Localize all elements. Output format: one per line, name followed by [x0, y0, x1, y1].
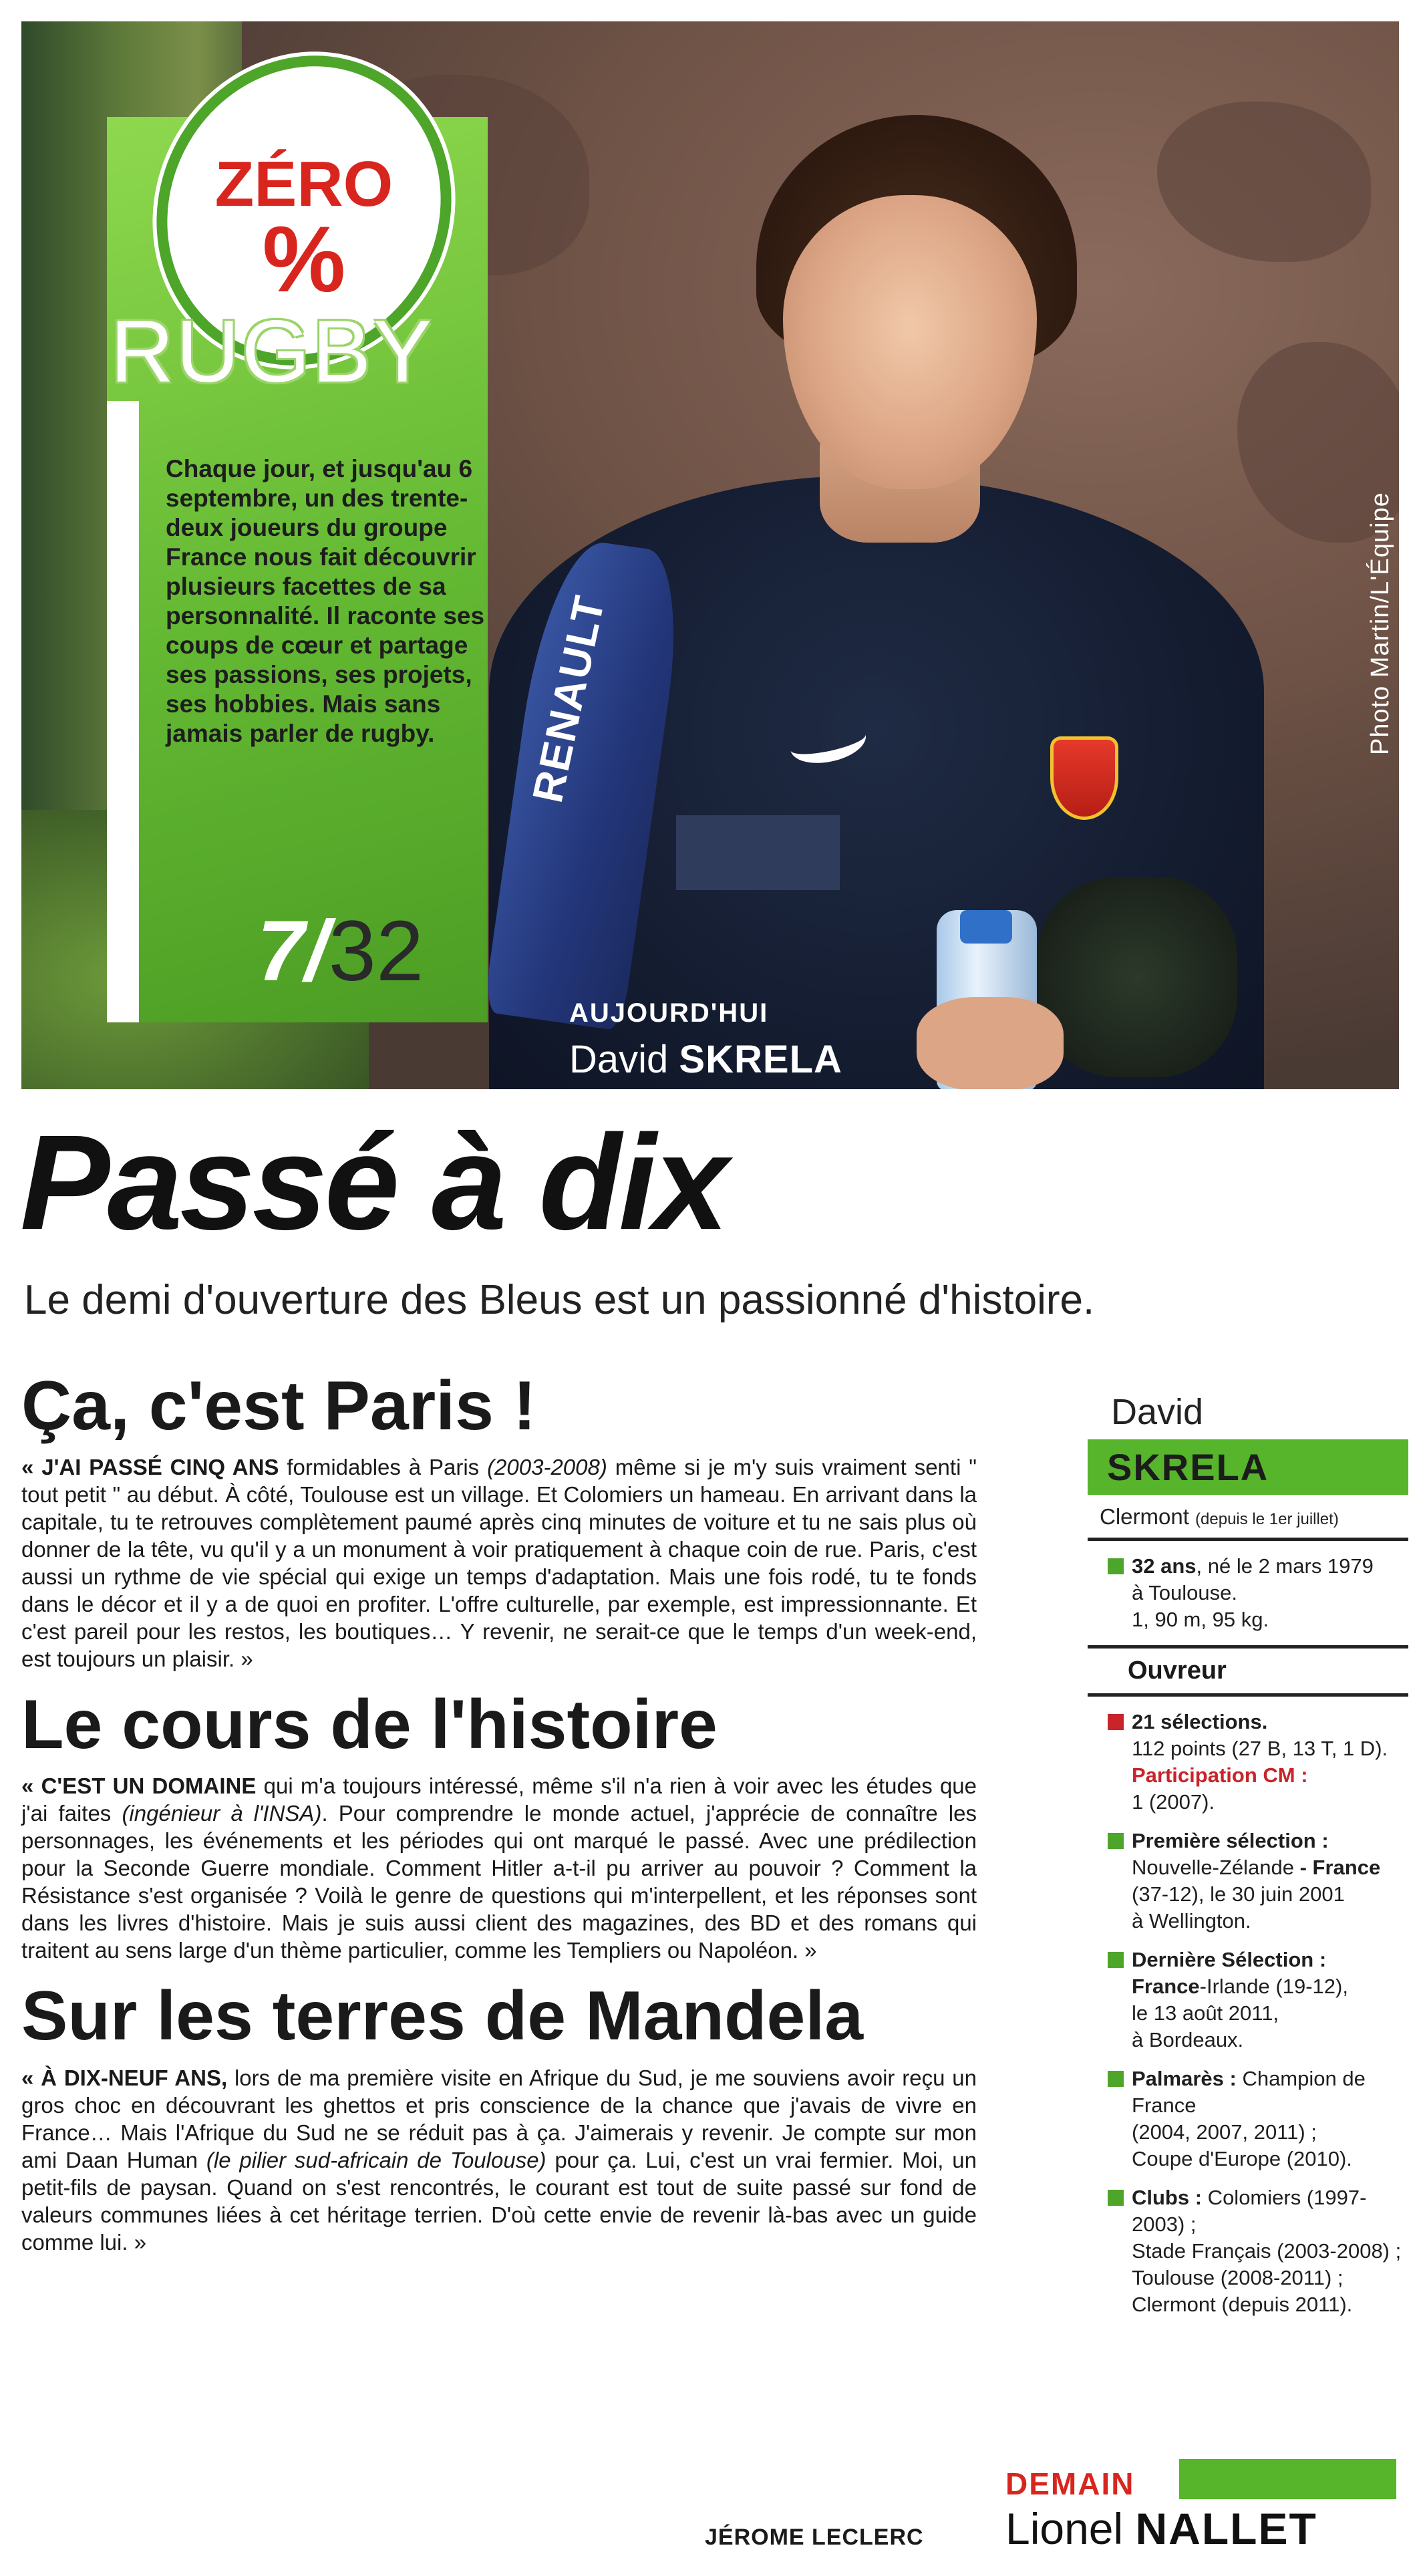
rooster-crest-icon — [1050, 736, 1118, 820]
honours-line: Coupe d'Europe (2010). — [1132, 2147, 1352, 2170]
tomorrow-accent-bar — [1179, 2459, 1396, 2499]
photo-credit: Photo Martin/L'Équipe — [1366, 492, 1394, 755]
first-cap-separator: - — [1293, 1856, 1313, 1879]
world-cup-value: 1 (2007). — [1132, 1790, 1215, 1814]
honours-label: Palmarès : — [1132, 2067, 1237, 2090]
divider — [1088, 1645, 1408, 1649]
series-percent: % — [262, 206, 346, 311]
section-aside: (le pilier sud-africain de Toulouse) — [206, 2147, 546, 2172]
clubs-line: Stade Français (2003-2008) ; — [1132, 2239, 1402, 2263]
counter-number: 7 — [257, 903, 305, 999]
sponsor-logo: RENAULT — [522, 591, 614, 807]
bullet-icon — [1108, 2071, 1124, 2087]
series-counter — [257, 903, 424, 999]
profile-sidebar — [1088, 1391, 1408, 2330]
first-cap-team: France — [1312, 1856, 1381, 1879]
series-rugby: RUGBY — [110, 302, 434, 400]
series-intro: Chaque jour, et jusqu'au 6 septembre, un des trente-deux joueurs du groupe France nous fait découvrir plusieurs facettes de sa personnalité. Il raconte ses coups de cœur et partage ses passions, ses projets, ses hobbies. Mais sans jamais parler de rugby. — [166, 455, 485, 747]
honours-line: Champion de France — [1132, 2067, 1366, 2117]
section-text-part: formidables à Paris — [279, 1455, 488, 1480]
counter-total: 32 — [328, 903, 424, 999]
section-text-part: . Pour comprendre le monde actuel, j'apprécie de connaître les personnages, les événements et les périodes qui ont marqué le passé. Avec une prédilection pour la Seconde Guerre mondiale. Comment Hitler a-t-il pu arriver au pouvoir ? Comment la Résistance s'est organisée ? Voilà le genre de questions qui m'interpellent, et les réponses sont dans les livres d'histoire. Mais je suis aussi client des magazines, des BD et des romans qui traitent au sens large d'un thème particulier, comme les Templiers ou Napoléon. » — [21, 1801, 977, 1963]
section-text-part: lors de ma première visite en Afrique du Sud, je me souviens avoir reçu un gros choc en découvrant les ghettos et pris conscience de la chance que j'avais de vivre en France… Mais l'Afrique du Sud ne se réduit pas à ça. J'aimerais y revenir. Je compte sur mon ami Daan Human — [21, 2065, 977, 2172]
divider — [1088, 1538, 1408, 1541]
age-bold: 32 ans — [1132, 1554, 1197, 1578]
byline: JÉROME LECLERC — [705, 2525, 924, 2550]
physique: 1, 90 m, 95 kg. — [1132, 1608, 1269, 1631]
profile-last-name: SKRELA — [1088, 1439, 1408, 1495]
bullet-icon — [1108, 1952, 1124, 1968]
bullet-icon — [1108, 1833, 1124, 1849]
section-lead: « J'AI PASSÉ CINQ ANS — [21, 1455, 279, 1480]
last-cap-label: Dernière Sélection : — [1132, 1948, 1327, 1971]
profile-honours — [1088, 2065, 1408, 2172]
section-title: Le cours de l'histoire — [21, 1686, 718, 1764]
player-face — [783, 195, 1037, 489]
bullet-icon — [1108, 1714, 1124, 1730]
world-cup-label: Participation CM : — [1132, 1763, 1308, 1787]
first-cap-opponent: Nouvelle-Zélande — [1132, 1856, 1294, 1879]
clubs-label: Clubs : — [1132, 2186, 1203, 2209]
hero-player-name — [569, 1037, 842, 1082]
section-title: Ça, c'est Paris ! — [21, 1367, 536, 1445]
blurred-area — [676, 815, 840, 890]
section-lead: « C'EST UN DOMAINE — [21, 1773, 257, 1799]
divider — [1088, 1693, 1408, 1697]
profile-caps — [1088, 1709, 1408, 1816]
headline: Passé à dix — [20, 1107, 726, 1258]
section-text — [21, 1772, 977, 1964]
profile-role: Ouvreur — [1128, 1657, 1227, 1685]
today-label: AUJOURD'HUI — [569, 998, 769, 1028]
section-text-part: qui m'a toujours intéressé, même s'il n'a rien à voir avec les études que j'ai faites — [21, 1773, 977, 1826]
last-cap-team: France — [1132, 1975, 1200, 1998]
standfirst: Le demi d'ouverture des Bleus est un passionné d'histoire. — [24, 1277, 1095, 1323]
article-body — [21, 1367, 977, 2272]
caps-bold: 21 sélections. — [1132, 1710, 1268, 1733]
panel-strip — [107, 401, 139, 1022]
section-lead: « À DIX-NEUF ANS, — [21, 2065, 228, 2090]
hero-last-name: SKRELA — [679, 1038, 842, 1081]
clubs-line: Colomiers (1997-2003) ; — [1132, 2186, 1367, 2236]
tomorrow-last-name: NALLET — [1135, 2504, 1317, 2553]
bottle-cap — [960, 910, 1012, 944]
player-hand — [917, 997, 1064, 1089]
last-cap-opponent: -Irlande (19-12), — [1199, 1975, 1348, 1998]
first-cap-label: Première sélection : — [1132, 1829, 1329, 1852]
tomorrow-first-name: Lionel — [1005, 2504, 1124, 2553]
counter-slash: / — [305, 903, 329, 999]
clubs-line: Toulouse (2008-2011) ; — [1132, 2266, 1344, 2289]
player-bag — [1037, 877, 1237, 1077]
bullet-icon — [1108, 1558, 1124, 1574]
profile-club-since: (depuis le 1er juillet) — [1195, 1510, 1339, 1528]
profile-club — [1100, 1504, 1408, 1530]
last-cap-date: le 13 août 2011, — [1132, 2001, 1279, 2025]
birthplace: à Toulouse. — [1132, 1581, 1237, 1604]
tomorrow-label: DEMAIN — [1005, 2466, 1135, 2501]
series-zero: ZÉRO — [214, 148, 393, 220]
stone-wall — [1157, 102, 1371, 262]
profile-first-name: David — [1111, 1392, 1204, 1432]
points: 112 points (27 B, 13 T, 1 D). — [1132, 1737, 1388, 1760]
honours-line: (2004, 2007, 2011) ; — [1132, 2120, 1317, 2144]
first-cap-score: (37-12), le 30 juin 2001 — [1132, 1882, 1345, 1906]
bullet-icon — [1108, 2190, 1124, 2206]
section-text — [21, 1453, 977, 1673]
first-cap-place: à Wellington. — [1132, 1909, 1251, 1933]
clubs-line: Clermont (depuis 2011). — [1132, 2293, 1353, 2316]
hero-first-name: David — [569, 1038, 669, 1081]
profile-first-cap — [1088, 1828, 1408, 1935]
section-text-part: même si je m'y suis vraiment senti " tout petit " au début. À côté, Toulouse est un village. Et Colomiers un hameau. En arrivant dans la capitale, tu te retrouves complètement paumé après cinq minutes de voiture et tu ne sais plus où donner de la tête, vu qu'il y a un monument à voir pratiquement à chaque coin de rue. Paris, c'est aussi un rythme de vie spécial qui exige un temps d'adaptation. Mais une fois rodé, tu te fonds dans le décor et il y a de quoi en profiter. L'offre culturelle, par exemple, est impressionnante. Et c'est pareil pour les restos, les boutiques… Y revenir, ne serait-ce que le temps d'un week-end, est toujours un plaisir. » — [21, 1455, 977, 1672]
section-text-part: pour ça. Lui, c'est un vrai fermier. Moi, un petit-fils de paysan. Quand on s'est rencontrés, le courant est tout de suite passé sur fond de valeurs communes liées à cet héritage terrien. D'où cette envie de revenir là-bas avec un guide comme lui. » — [21, 2147, 977, 2255]
section-aside: (ingénieur à l'INSA) — [122, 1801, 322, 1826]
last-cap-place: à Bordeaux. — [1132, 2028, 1244, 2051]
profile-last-cap — [1088, 1947, 1408, 2053]
section-title: Sur les terres de Mandela — [21, 1977, 864, 2055]
profile-club-name: Clermont — [1100, 1504, 1189, 1529]
section-text — [21, 2064, 977, 2256]
profile-clubs — [1088, 2184, 1408, 2318]
profile-age — [1088, 1553, 1408, 1633]
age-rest: , né le 2 mars 1979 — [1196, 1554, 1374, 1578]
section-aside: (2003-2008) — [487, 1455, 607, 1480]
tomorrow-player — [1005, 2503, 1317, 2554]
